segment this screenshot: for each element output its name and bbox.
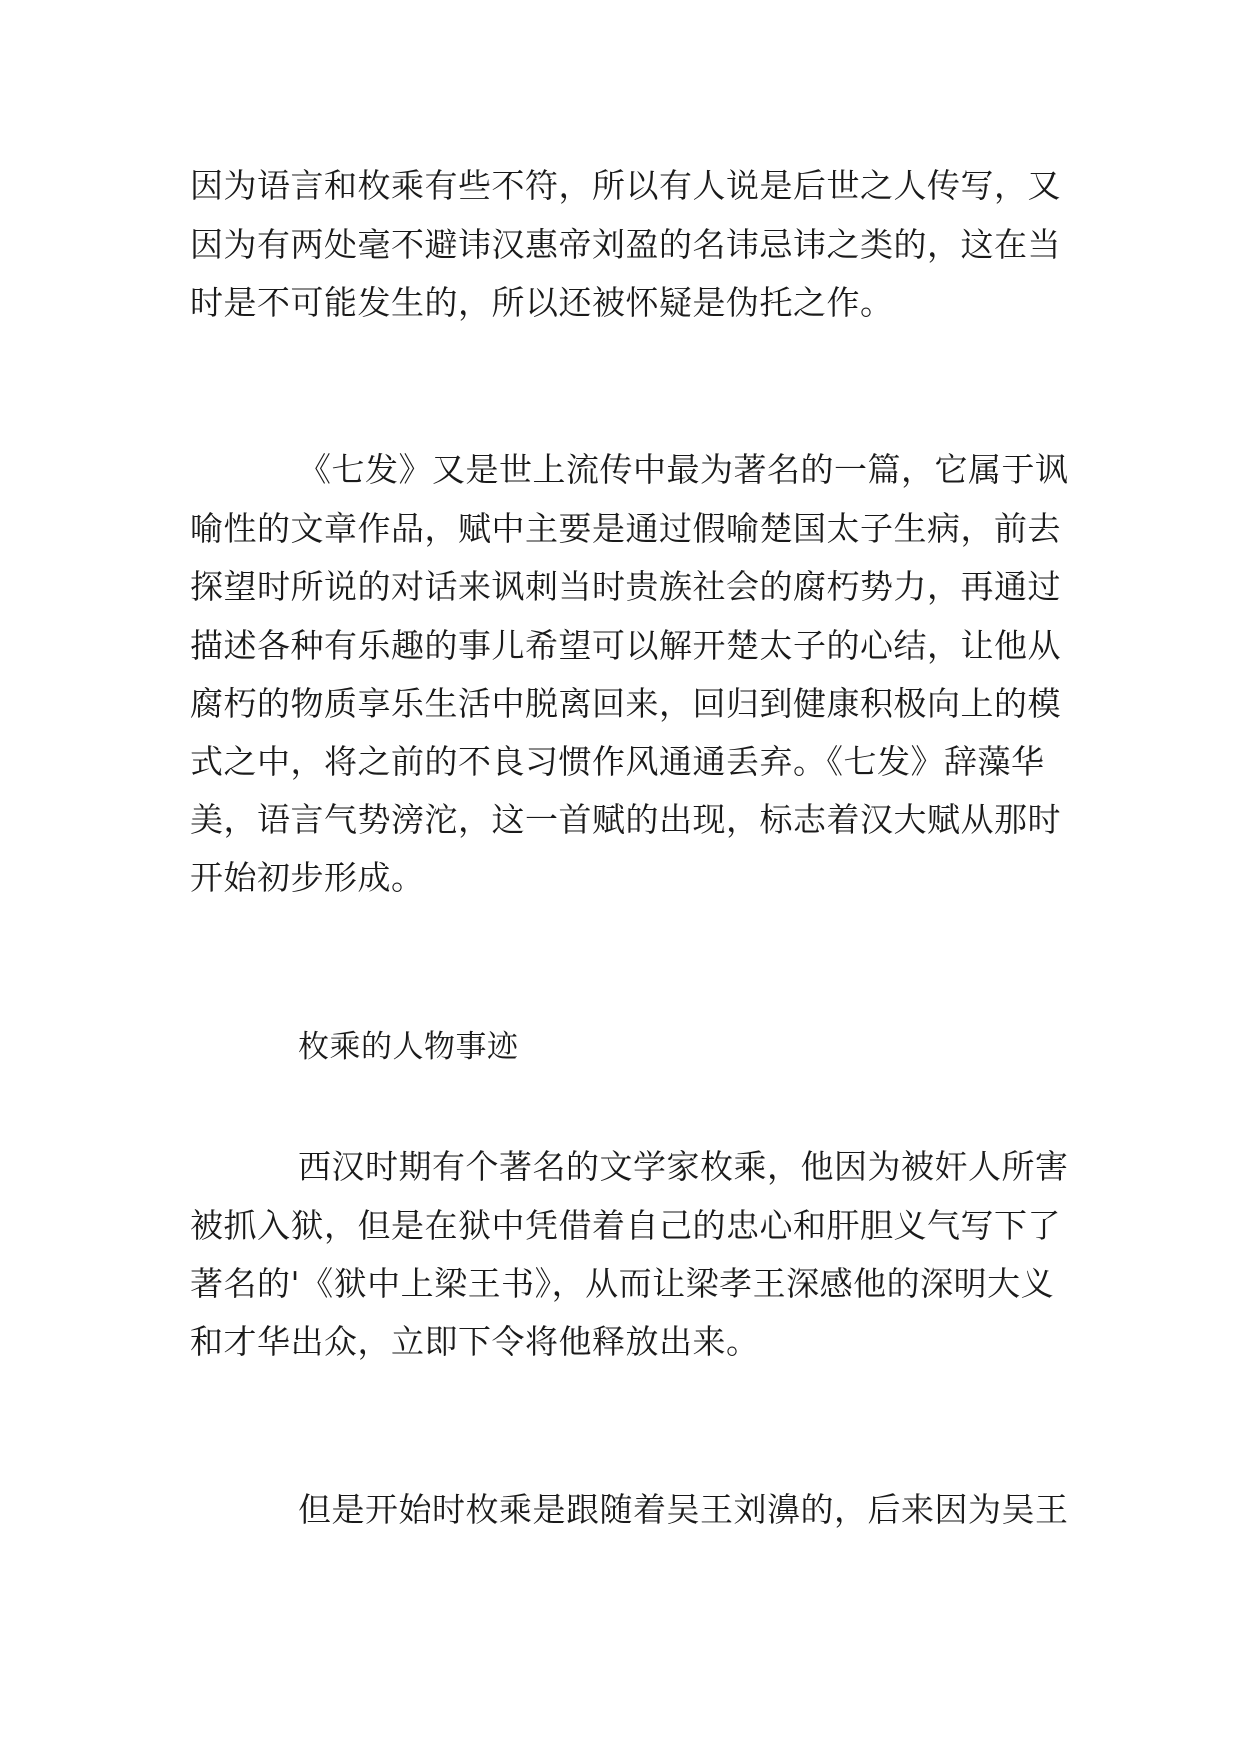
paragraph-4-line-1: 但是开始时枚乘是跟随着吴王刘濞的，后来因为吴王 (298, 1490, 1069, 1529)
paragraph-2-line-8: 开始初步形成。 (190, 858, 425, 897)
paragraph-2-line-6: 式之中，将之前的不良习惯作风通通丢弃。《七发》辞藻华 (190, 742, 1045, 781)
paragraph-1-line-1: 因为语言和枚乘有些不符，所以有人说是后世之人传写，又 (190, 166, 1061, 205)
paragraph-2-line-7: 美，语言气势滂沱，这一首赋的出现，标志着汉大赋从那时 (190, 800, 1061, 839)
paragraph-3-line-4: 和才华出众，立即下令将他释放出来。 (190, 1322, 760, 1361)
paragraph-2-line-5: 腐朽的物质享乐生活中脱离回来，回归到健康积极向上的模 (190, 684, 1061, 723)
paragraph-2-line-2: 喻性的文章作品，赋中主要是通过假喻楚国太子生病，前去 (190, 509, 1061, 548)
paragraph-3-line-2: 被抓入狱，但是在狱中凭借着自己的忠心和肝胆义气写下了 (190, 1206, 1061, 1245)
paragraph-2-line-1: 《七发》又是世上流传中最为著名的一篇，它属于讽 (298, 450, 1069, 489)
paragraph-1-line-3: 时是不可能发生的，所以还被怀疑是伪托之作。 (190, 283, 894, 322)
section-heading: 枚乘的人物事迹 (298, 1029, 519, 1065)
paragraph-1-line-2: 因为有两处毫不避讳汉惠帝刘盈的名讳忌讳之类的，这在当 (190, 225, 1061, 264)
paragraph-3-line-1: 西汉时期有个著名的文学家枚乘，他因为被奸人所害 (298, 1147, 1069, 1186)
paragraph-3-line-3: 著名的'《狱中上梁王书》，从而让梁孝王深感他的深明大义 (190, 1264, 1055, 1303)
paragraph-2-line-4: 描述各种有乐趣的事儿希望可以解开楚太子的心结，让他从 (190, 626, 1061, 665)
paragraph-2-line-3: 探望时所说的对话来讽刺当时贵族社会的腐朽势力，再通过 (190, 567, 1061, 606)
